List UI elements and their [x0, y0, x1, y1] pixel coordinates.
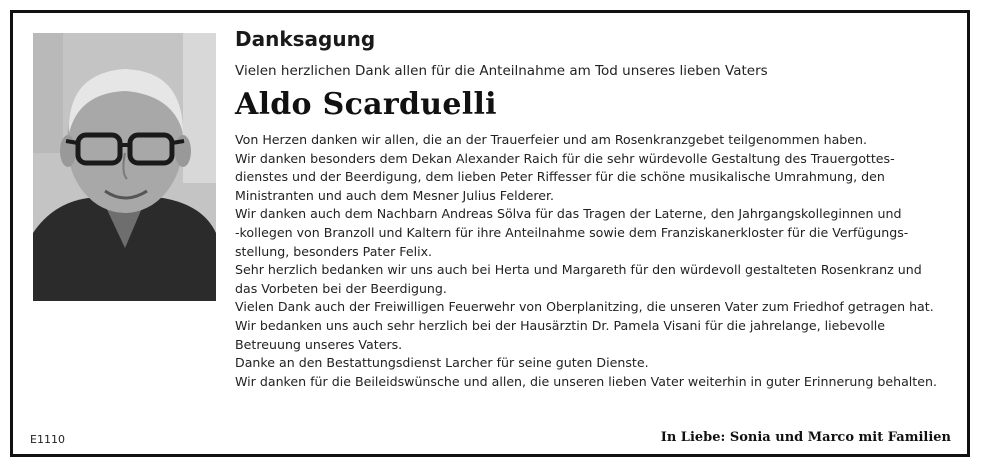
deceased-name: Aldo Scarduelli	[235, 87, 497, 122]
body-line: Betreuung unseres Vaters.	[235, 336, 403, 352]
body-line: das Vorbeten bei der Beerdigung.	[235, 280, 447, 296]
body-line: Wir bedanken uns auch sehr herzlich bei der Hausärztin Dr. Pamela Visani für die jahrelange, liebevolle	[235, 317, 886, 333]
body-line: dienstes und der Beerdigung, dem lieben Peter Riffesser für die schöne musikalische Umrahmung, den	[235, 169, 885, 185]
notice-heading: Danksagung	[235, 27, 376, 51]
portrait-photo	[33, 33, 216, 301]
notice-frame	[10, 10, 970, 457]
signature: In Liebe: Sonia und Marco mit Familien	[660, 430, 951, 445]
body-line: Wir danken besonders dem Dekan Alexander Raich für die sehr würdevolle Gestaltung des Trauergottes-	[235, 150, 895, 166]
ad-code: E1110	[30, 433, 65, 446]
body-line: Von Herzen danken wir allen, die an der Trauerfeier und am Rosenkranzgebet teilgenommen haben.	[235, 132, 868, 147]
body-line: Ministranten und auch dem Mesner Julius Felderer.	[235, 187, 555, 203]
body-line: -kollegen von Branzoll und Kaltern für ihre Anteilnahme sowie dem Franziskanerkloster für die Verfügungs-	[235, 224, 909, 240]
body-line: stellung, besonders Pater Felix.	[235, 243, 433, 259]
notice-body	[235, 131, 963, 391]
body-line: Wir danken auch dem Nachbarn Andreas Sölva für das Tragen der Laterne, den Jahrgangskolleginnen und	[235, 206, 902, 222]
body-line: Sehr herzlich bedanken wir uns auch bei Herta und Margareth für den würdevoll gestalteten Rosenkranz und	[235, 262, 922, 278]
notice-subheading: Vielen herzlichen Dank allen für die Anteilnahme am Tod unseres lieben Vaters	[235, 63, 768, 79]
body-line: Wir danken für die Beileidswünsche und allen, die unseren lieben Vater weiterhin in guter Erinnerung behalten.	[235, 373, 937, 389]
body-line: Danke an den Bestattungsdienst Larcher für seine guten Dienste.	[235, 355, 649, 371]
body-line: Vielen Dank auch der Freiwilligen Feuerwehr von Oberplanitzing, die unseren Vater zum Friedhof getragen hat.	[235, 299, 934, 315]
